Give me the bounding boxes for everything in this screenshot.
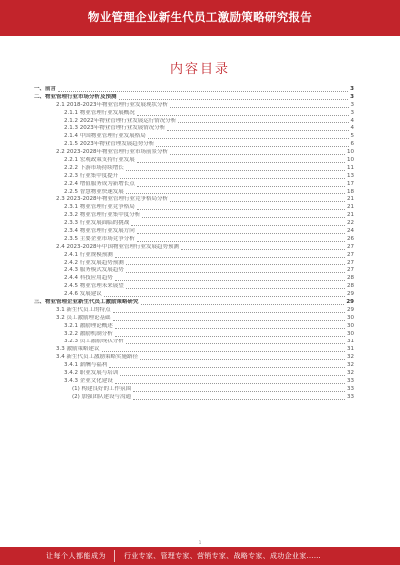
toc-entry[interactable]	[34, 244, 354, 252]
toc-entry-page: 18	[347, 188, 354, 195]
toc-entry-text: 2.1.1 物业管理行业发展概况	[64, 109, 135, 116]
toc-entry[interactable]	[34, 181, 354, 189]
toc-entry-page: 13	[347, 172, 354, 179]
toc-entry-page: 3	[350, 93, 354, 100]
toc-heading: 内容目录	[169, 62, 230, 77]
toc-entry-text: 2.2 2023-2028年物业管理行业市场前景分析	[56, 149, 168, 156]
toc-leader-dots	[170, 200, 345, 202]
table-of-contents	[34, 86, 354, 402]
toc-entry-text: 3.4 新生代员工激励策略实施路径	[56, 354, 138, 361]
toc-entry[interactable]	[34, 86, 354, 94]
toc-leader-dots	[120, 177, 345, 179]
toc-entry-text: 2.4.6 发展建议	[64, 291, 102, 298]
footer-slogan: 让每个人都能成为	[46, 552, 106, 560]
toc-entry[interactable]	[34, 299, 354, 307]
toc-leader-dots	[115, 335, 345, 337]
toc-entry-text: 2.2.2 下游市场持续增长	[64, 164, 124, 171]
toc-entry-text: 2.2.1 宏观政策支持行业发展	[64, 157, 135, 163]
report-title: 物业管理企业新生代员工激励策略研究报告	[87, 10, 313, 24]
toc-leader-dots	[131, 224, 345, 226]
toc-entry-page: 27	[347, 251, 354, 258]
toc-entry-text: 2.2.5 智慧物业快速发展	[64, 188, 124, 195]
toc-entry-page: 28	[347, 283, 354, 290]
toc-entry[interactable]	[34, 283, 354, 291]
toc-entry-page: 3	[350, 86, 354, 92]
toc-leader-dots	[141, 303, 345, 305]
toc-leader-dots	[126, 271, 345, 273]
toc-entry-text: 2.3 2023-2028年物业管理行业竞争格局分析	[56, 196, 168, 203]
toc-entry-text: 3.2 员工激励理论基础	[56, 314, 111, 321]
footer-divider	[114, 550, 115, 562]
toc-entry-page: 3	[350, 109, 354, 116]
toc-entry-text: 2.3.5 主要企业市场竞争分析	[64, 235, 135, 242]
toc-entry[interactable]	[34, 260, 354, 268]
toc-entry-page: 32	[347, 370, 354, 377]
toc-entry-text: 2.4.3 服务模式发展趋势	[64, 267, 124, 274]
toc-leader-dots	[148, 137, 349, 139]
toc-leader-dots	[170, 106, 349, 108]
toc-entry[interactable]	[34, 354, 354, 362]
toc-leader-dots	[120, 374, 345, 376]
toc-entry-page: 29	[347, 306, 354, 313]
toc-entry[interactable]	[34, 110, 354, 118]
page-number: 1	[198, 540, 202, 545]
toc-entry[interactable]	[34, 212, 354, 220]
toc-entry-text: 2.4.1 行业规模预测	[64, 251, 113, 258]
toc-leader-dots	[113, 311, 346, 313]
header-banner	[0, 0, 400, 36]
toc-entry-text: 2.1.2 2022年物业管理行业发展运行情况分析	[64, 117, 177, 124]
toc-entry[interactable]	[34, 173, 354, 181]
toc-entry-page: 29	[346, 299, 354, 306]
toc-entry[interactable]	[34, 315, 354, 323]
toc-entry-page: 29	[347, 291, 354, 298]
toc-entry-text: 2.3.4 物业管理行业发展方向	[64, 228, 135, 235]
toc-entry-text: 3.4.3 企业文化建设	[64, 377, 113, 384]
toc-entry[interactable]	[34, 291, 354, 299]
toc-leader-dots	[113, 319, 346, 321]
toc-entry[interactable]	[34, 204, 354, 212]
toc-entry-page: 31	[347, 346, 354, 353]
toc-entry-text: 3.3 激励策略建议	[56, 346, 100, 353]
toc-entry-text: 2.4.2 行业发展趋势预测	[64, 259, 124, 266]
toc-leader-dots	[115, 279, 345, 281]
toc-leader-dots	[156, 145, 348, 147]
toc-entry[interactable]	[34, 378, 354, 386]
toc-entry[interactable]	[34, 236, 354, 244]
toc-entry[interactable]	[34, 118, 354, 126]
toc-leader-dots	[115, 382, 345, 384]
toc-entry[interactable]	[34, 133, 354, 141]
toc-entry-text: 2.2.4 增值服务成为新增长点	[64, 180, 135, 187]
toc-leader-dots	[137, 161, 345, 163]
toc-entry-text: (2) 加强团队建设与沟通	[72, 393, 132, 400]
toc-entry[interactable]	[34, 189, 354, 197]
toc-entry-text: 3.2.1 激励理论概述	[64, 322, 113, 329]
toc-leader-dots	[133, 398, 345, 400]
toc-leader-dots	[181, 248, 345, 250]
toc-entry[interactable]	[34, 386, 354, 394]
toc-leader-dots	[102, 350, 346, 352]
toc-entry-text: 2.1.5 2023年物业管理发展趋势分析	[64, 141, 155, 148]
toc-entry[interactable]	[34, 394, 354, 402]
toc-entry-page: 31	[347, 338, 354, 345]
toc-entry-page: 3	[350, 101, 354, 108]
footer-banner	[0, 547, 400, 565]
toc-leader-dots	[115, 256, 345, 258]
toc-entry[interactable]	[34, 228, 354, 236]
toc-entry-page: 27	[347, 267, 354, 274]
footer-tagline: 行业专家、管理专家、营销专家、战略专家、成功企业家……	[124, 552, 322, 560]
toc-entry-page: 32	[347, 362, 354, 369]
toc-entry[interactable]	[34, 370, 354, 378]
toc-leader-dots	[178, 121, 348, 123]
toc-entry[interactable]	[34, 339, 354, 347]
toc-entry[interactable]	[34, 275, 354, 283]
toc-leader-dots	[137, 240, 345, 242]
toc-entry-text: 3.2.3 员工激励现状分析	[64, 338, 124, 345]
toc-leader-dots	[137, 208, 345, 210]
toc-leader-dots	[109, 366, 345, 368]
toc-entry-text: 二、物业管理行业市场分析及预测	[34, 93, 117, 100]
toc-entry[interactable]	[34, 267, 354, 275]
toc-leader-dots	[137, 185, 345, 187]
toc-entry-page: 6	[350, 141, 354, 148]
toc-entry-page: 24	[347, 228, 354, 235]
toc-entry-page: 10	[347, 149, 354, 156]
toc-entry-text: 2.4.5 物业管理未来展望	[64, 283, 124, 290]
toc-entry-page: 21	[347, 204, 354, 211]
toc-leader-dots	[137, 114, 349, 116]
toc-leader-dots	[126, 287, 345, 289]
toc-leader-dots	[167, 129, 348, 131]
toc-entry-page: 32	[347, 354, 354, 361]
toc-entry[interactable]	[34, 220, 354, 228]
toc-leader-dots	[170, 153, 345, 155]
toc-leader-dots	[140, 358, 345, 360]
toc-entry[interactable]	[34, 307, 354, 315]
toc-entry[interactable]	[34, 323, 354, 331]
toc-entry-page: 22	[347, 220, 354, 227]
toc-entry[interactable]	[34, 196, 354, 204]
toc-entry-page: 4	[350, 117, 354, 124]
toc-entry[interactable]	[34, 346, 354, 354]
toc-entry-text: 2.4.4 科技应用趋势	[64, 275, 113, 282]
toc-leader-dots	[126, 169, 345, 171]
toc-leader-dots	[115, 327, 345, 329]
toc-entry[interactable]	[34, 331, 354, 339]
toc-entry-page: 21	[347, 212, 354, 219]
toc-entry[interactable]	[34, 125, 354, 133]
toc-entry-page: 33	[347, 393, 354, 400]
toc-entry-text: 一、前言	[34, 86, 57, 92]
toc-entry[interactable]	[34, 157, 354, 165]
toc-entry-text: 2.2.3 行业集中度提升	[64, 172, 119, 179]
toc-entry-page: 26	[347, 235, 354, 242]
toc-entry-text: 2.3.2 物业管理行业集中度分析	[64, 212, 141, 219]
toc-entry[interactable]	[34, 149, 354, 157]
toc-entry-text: 3.2.2 激励机制分析	[64, 330, 113, 337]
toc-entry-text: 2.3.3 行业发展面临的挑战	[64, 220, 130, 227]
toc-entry-text: 2.1.4 中国物业管理行业发展格局	[64, 133, 146, 140]
toc-entry-text: 2.4 2023-2028年中国物业管理行业发展趋势预测	[56, 243, 179, 250]
toc-leader-dots	[58, 90, 348, 92]
toc-entry[interactable]	[34, 362, 354, 370]
toc-entry-text: (1) 构建良好的工作氛围	[72, 385, 132, 392]
toc-entry-text: 2.1.3 2023年物业管理行业发展情况分析	[64, 125, 166, 132]
toc-entry-page: 4	[350, 125, 354, 132]
toc-leader-dots	[104, 295, 345, 297]
toc-entry-page: 27	[347, 259, 354, 266]
toc-entry-page: 21	[347, 196, 354, 203]
toc-leader-dots	[126, 342, 345, 344]
toc-entry-page: 30	[347, 322, 354, 329]
toc-entry-page: 28	[347, 275, 354, 282]
toc-leader-dots	[119, 98, 349, 100]
toc-leader-dots	[126, 263, 345, 265]
toc-entry-text: 3.1 新生代员工的特点	[56, 306, 111, 313]
toc-entry-page: 33	[347, 377, 354, 384]
toc-entry-page: 17	[347, 180, 354, 187]
toc-leader-dots	[137, 232, 345, 234]
toc-leader-dots	[142, 216, 345, 218]
toc-entry-text: 3.4.1 薪酬与福利	[64, 362, 108, 369]
toc-entry-page: 10	[347, 157, 354, 163]
toc-entry[interactable]	[34, 102, 354, 110]
toc-leader-dots	[126, 192, 345, 194]
toc-leader-dots	[133, 390, 345, 392]
toc-entry-page: 30	[347, 330, 354, 337]
toc-entry[interactable]	[34, 141, 354, 149]
toc-entry-text: 2.1 2018-2023年物业管理行业发展现状分析	[56, 101, 168, 108]
toc-entry-text: 三、物业管理企业新生代员工激励策略研究	[34, 299, 139, 306]
toc-entry-page: 30	[347, 314, 354, 321]
toc-entry-page: 5	[350, 133, 354, 140]
toc-entry-text: 2.3.1 物业管理行业竞争格局	[64, 204, 135, 211]
toc-entry-page: 33	[347, 385, 354, 392]
toc-entry-page: 11	[347, 164, 354, 171]
toc-entry[interactable]	[34, 165, 354, 173]
toc-entry[interactable]	[34, 94, 354, 102]
toc-entry[interactable]	[34, 252, 354, 260]
toc-entry-page: 27	[347, 243, 354, 250]
toc-entry-text: 3.4.2 职业发展与培训	[64, 370, 119, 377]
